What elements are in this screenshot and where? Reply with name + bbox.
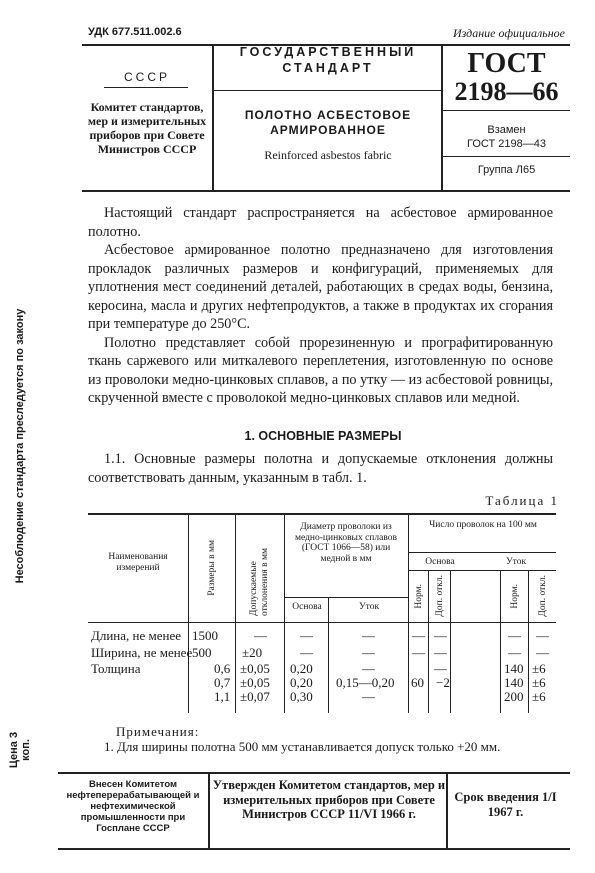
col-header-wire-base: Основа xyxy=(292,602,322,612)
col-header-weft-dev: Доп. откл. xyxy=(537,575,548,617)
table-cell: — xyxy=(434,645,447,660)
table-cell: — xyxy=(536,628,549,643)
document-title-en: Reinforced asbestos fabric xyxy=(264,148,392,162)
table-cell: — xyxy=(508,628,521,643)
col-header-name: Наименования измерений xyxy=(108,552,168,573)
state-standard-label: ГОСУДАРСТВЕННЫЙ СТАНДАРТ xyxy=(239,45,417,75)
ussr-label: СССР xyxy=(123,70,170,84)
table-cell: 0,30 xyxy=(290,689,313,704)
table-row-name: Длина, не менее xyxy=(91,628,182,643)
footer-introduced: Внесен Комитетом нефтеперерабатывающей и нефтехимической промышленности при Госплане СССР xyxy=(66,779,200,834)
paragraph: Асбестовое армированное полотно предназначено для изготовления прокладок различных размеров и конфигураций, применяемых для уплотнения мест соединений деталей, работающих в средах воды, бензина, керосина, масла и других нефтепродуктов, а также в продуктах их сгорания при температуре до 250°C. xyxy=(88,242,553,332)
col-header-count-base: Основа xyxy=(425,557,455,567)
col-header-count-weft: Уток xyxy=(505,557,527,567)
table-cell: — xyxy=(508,645,521,660)
table-row-name: Толщина xyxy=(91,661,141,676)
replaces-block xyxy=(444,123,569,151)
header-right-rule-1 xyxy=(441,110,570,111)
footer-top-rule xyxy=(58,772,570,774)
paragraph: Полотно представляет собой прорезиненную и прографитированную ткань саржевого или миткалевого переплетения, изготовленную по основе из проволоки медно-цинковых сплавов, а по утку — из асбестовой ровницы, скрученной вместе с проволокой медно-цинковых сплавов или медной. xyxy=(88,334,553,406)
header-right-rule-2 xyxy=(441,156,570,157)
table-cell: 0,20 xyxy=(290,675,313,690)
table-cell: ±20 xyxy=(242,645,263,660)
table-cell: 500 xyxy=(192,645,212,660)
paragraph: Настоящий стандарт распространяется на асбестовое армированное полотно. xyxy=(88,205,553,240)
table-cell: — xyxy=(412,628,425,643)
table-cell: 0,6 xyxy=(214,661,231,676)
header-bottom-rule xyxy=(82,190,570,192)
document-title: ПОЛОТНО АСБЕСТОВОЕ АРМИРОВАННОЕ xyxy=(244,108,412,137)
col-header-wire-count: Число проволок на 100 мм xyxy=(429,520,537,530)
gost-label: ГОСТ xyxy=(467,48,546,79)
side-price: Цена 3 коп. xyxy=(8,731,32,769)
udk-code: УДК 677.511.002.6 xyxy=(88,26,182,38)
col-header-base-dev: Доп. откл. xyxy=(434,575,445,617)
table-cell: ±6 xyxy=(532,689,546,704)
header-divider-1 xyxy=(212,44,214,191)
table-cell: 1,1 xyxy=(214,689,231,704)
col-header-weft-norm: Норм. xyxy=(509,583,520,609)
table-cell: — xyxy=(412,645,425,660)
header-divider-2 xyxy=(441,44,443,191)
table-cell: — xyxy=(362,661,375,676)
footer-approved: Утвержден Комитетом стандартов, мер и измерительных приборов при Совете Министров СССР 11/VI 1966 г. xyxy=(212,778,446,821)
table-cell: — xyxy=(362,645,375,660)
table-cell: — xyxy=(536,645,549,660)
table-row-name: Ширина, не менее xyxy=(91,645,193,660)
table-cell: — xyxy=(434,628,447,643)
table-cell: ±0,05 xyxy=(240,661,270,676)
note-item: 1. Для ширины полотна 500 мм устанавливается допуск только +20 мм. xyxy=(104,739,501,754)
table-cell: — xyxy=(300,645,313,660)
table-cell: — xyxy=(434,661,447,676)
footer-effective: Срок введения 1/I 1967 г. xyxy=(454,790,557,819)
table-caption: Таблица 1 xyxy=(485,493,559,508)
table-cell: 140 xyxy=(504,661,524,676)
replaces-gost: ГОСТ 2198—43 xyxy=(467,138,546,150)
ussr-underline xyxy=(104,87,188,88)
col-header-wire-diam: Диаметр проволоки из медно-цинковых сплавов (ГОСТ 1066—58) или медной в мм xyxy=(295,522,397,564)
table-cell: 0,20 xyxy=(290,661,313,676)
table-cell: — xyxy=(300,628,313,643)
table-cell: −2 xyxy=(436,675,450,690)
header-mid-rule xyxy=(212,90,441,91)
col-header-size: Размеры в мм xyxy=(207,540,217,596)
side-legal-notice: Несоблюдение стандарта преследуется по закону xyxy=(14,308,26,584)
replaces-label: Взамен xyxy=(487,124,526,136)
paragraph: 1.1. Основные размеры полотна и допускаемые отклонения должны соответствовать данным, указанным в табл. 1. xyxy=(88,451,553,486)
table-cell: 60 xyxy=(411,675,424,690)
table-cell: — xyxy=(362,689,375,704)
col-header-base-norm: Норм. xyxy=(413,583,424,609)
notes-title: Примечания: xyxy=(116,724,200,739)
table-cell: — xyxy=(362,628,375,643)
table-cell: 140 xyxy=(504,675,524,690)
table-cell: 0,7 xyxy=(214,675,231,690)
table-cell: 0,15—0,20 xyxy=(336,675,395,690)
table-cell: — xyxy=(254,628,267,643)
table-cell: 200 xyxy=(504,689,524,704)
edition-label: Издание официальное xyxy=(452,26,565,40)
col-header-wire-weft: Уток xyxy=(358,602,380,612)
table-cell: ±0,05 xyxy=(240,675,270,690)
committee-label: Комитет стандартов, мер и измерительных приборов при Совете Министров СССР xyxy=(87,100,207,156)
table-cell: ±6 xyxy=(532,675,546,690)
notes-block xyxy=(88,724,558,754)
table-cell: ±6 xyxy=(532,661,546,676)
section-intro xyxy=(88,450,553,487)
table-cell: ±0,07 xyxy=(240,689,270,704)
body-text xyxy=(88,204,553,408)
footer-bottom-rule xyxy=(58,848,570,850)
footer-divider-1 xyxy=(208,772,210,849)
section-title: 1. ОСНОВНЫЕ РАЗМЕРЫ xyxy=(244,429,402,443)
col-header-tolerance: Допускаемые отклонения в мм xyxy=(249,548,270,616)
table-cell: 1500 xyxy=(192,628,218,643)
group-label: Группа Л65 xyxy=(477,164,536,176)
gost-number: 2198—66 xyxy=(454,77,559,106)
